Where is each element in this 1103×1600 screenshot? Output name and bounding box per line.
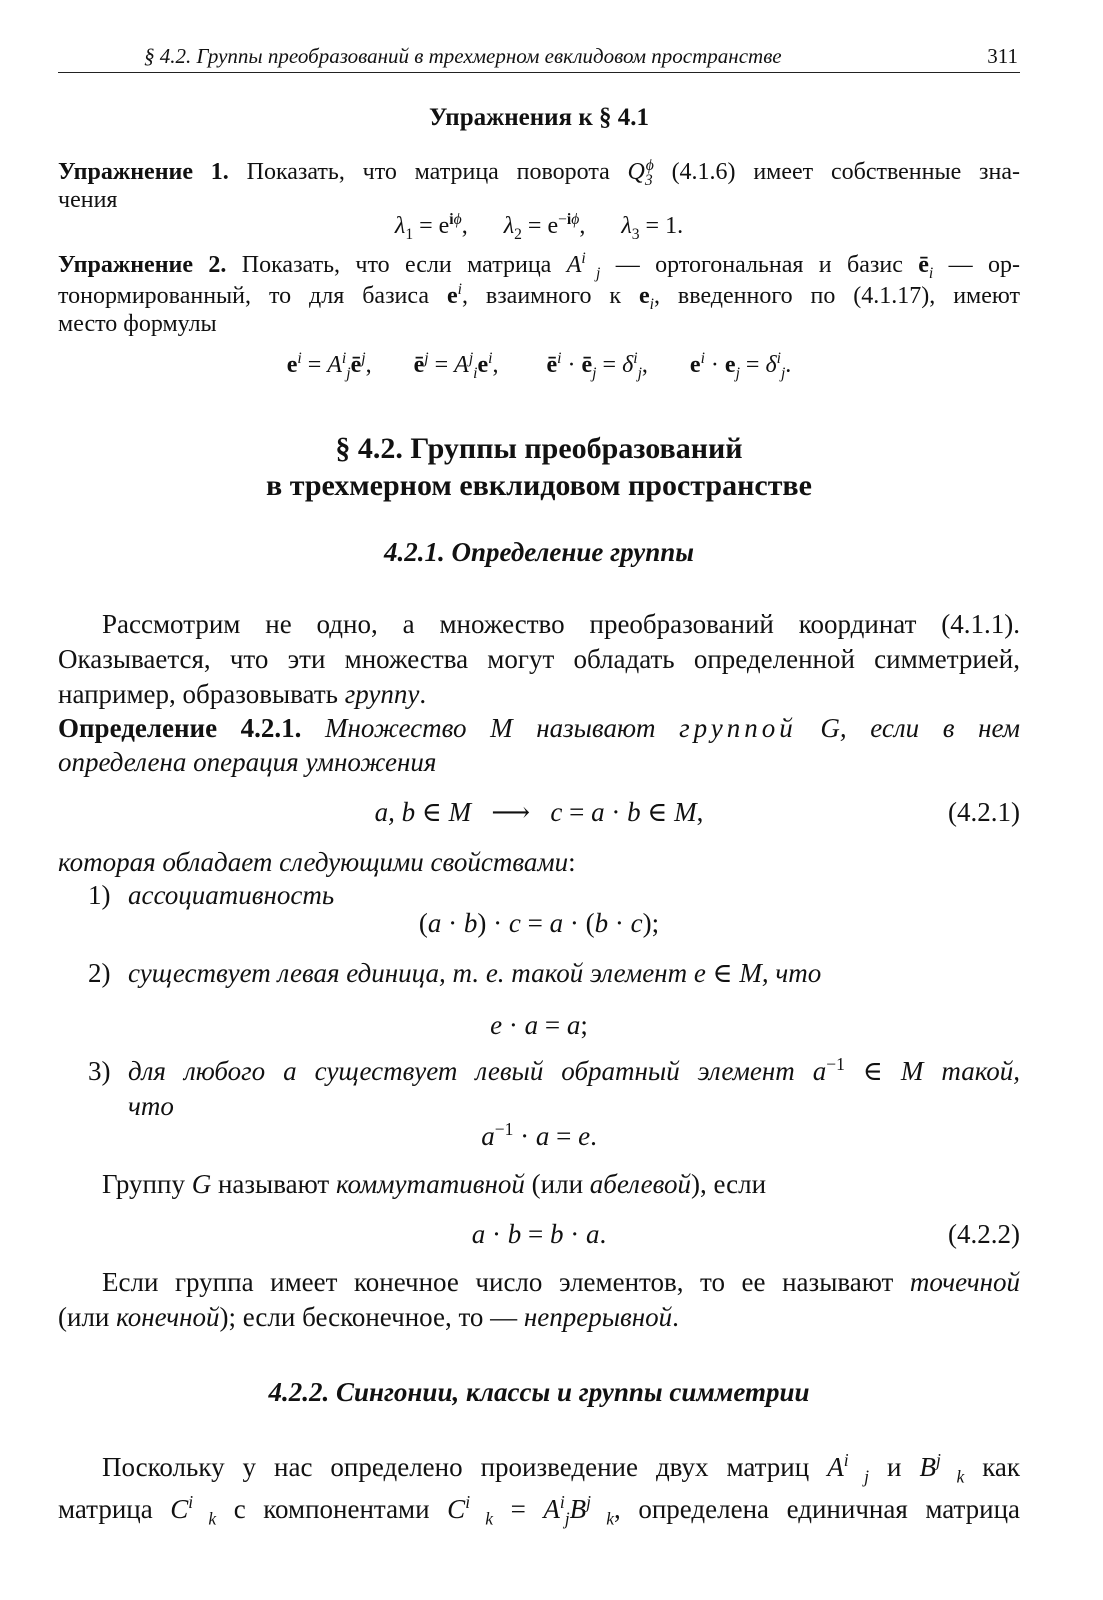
paragraph-1-line-1: Рассмотрим не одно, а множество преобразований координат (4.1.1).	[102, 609, 1020, 639]
paragraph-2-line-1: Поскольку у нас определено произведение двух матриц $A^i$ $_j$ и $B^j$ $_k$ как	[102, 1450, 1021, 1487]
definition-label: Определение 4.2.1.	[58, 713, 302, 743]
exercise-1-line-1: Упражнение 1. Показать, что матрица поворота $Q_3^\phi$ (4.1.6) имеет собственные зна-	[58, 157, 1021, 189]
page-number: 311	[987, 44, 1018, 68]
finite-line-1: Если группа имеет конечное число элементов, то ее называют точечной	[102, 1267, 1020, 1297]
exercise-2-line-1: Упражнение 2. Показать, что если матрица $A^i$ $_j$ — ортогональная и базис $ē_i$ — ор-	[58, 250, 1021, 282]
exercise-2-line-2: тонормированный, то для базиса $e^i$, взаимного к $e_i$, введенного по (4.1.17), имеют	[58, 281, 1021, 313]
definition-line-2: определена операция умножения	[58, 747, 437, 777]
paragraph-2-line-2: матрица $C^i$ $_k$ с компонентами $C^i$ $_k = A^i_jB^j$ $_k$, определена единичная матрица	[58, 1492, 1021, 1529]
paragraph-1-line-2: Оказывается, что эти множества могут обладать определенной симметрией,	[58, 644, 1020, 674]
exercises-heading: Упражнения к § 4.1	[429, 104, 649, 131]
equation-associativity: (a · b) · c = a · (b · c);	[418, 908, 660, 938]
running-title: § 4.2. Группы преобразований в трехмерном евклидовом пространстве	[144, 44, 782, 68]
exercise-2-line-3: место формулы	[58, 311, 217, 337]
paragraph-1-line-3: например, образовывать группу.	[58, 679, 427, 709]
equation-number-4-2-2: (4.2.2)	[948, 1219, 1020, 1249]
equation-left-inverse: $a^{-1} \cdot a = e$.	[481, 1119, 597, 1151]
exercise-2-label: Упражнение 2.	[58, 252, 227, 278]
equation-4-2-2: a · b = b · a. (4.2.2)	[471, 1219, 1020, 1249]
exercise-1-label: Упражнение 1.	[58, 159, 229, 185]
equation-number-4-2-1: (4.2.1)	[948, 797, 1020, 827]
equation-basis-formulas: $e^i$ = $A^i_jē^j$, $ē^j = A^j_ie^i$, $ē^i$ · $ē_j = \delta^i_j$, $e^i \cdot e_j = \delta^i_j$.	[286, 350, 792, 382]
section-title-line-1: § 4.2. Группы преобразований	[335, 432, 743, 465]
section-title-line-2: в трехмерном евклидовом пространстве	[266, 469, 812, 502]
equation-4-2-1: a, b ∈ M ⟶ c = a · b ∈ M, (4.2.1)	[374, 797, 1020, 827]
property-1: 1) ассоциативность	[88, 880, 335, 910]
exercise-1-line-2: чения	[58, 187, 118, 213]
subsection-title-4-2-2: 4.2.2. Сингонии, классы и группы симметрии	[268, 1377, 810, 1407]
property-3-line-2: что	[128, 1091, 174, 1121]
finite-line-2: (или конечной); если бесконечное, то — непрерывной.	[58, 1302, 679, 1332]
definition-line-1: Определение 4.2.1. Множество M называют группой G, если в нем	[58, 713, 1021, 743]
property-3: 3) для любого a существует левый обратный элемент $a^{-1}$ ∈ M такой,	[88, 1054, 1021, 1086]
document-page	[58, 0, 1020, 1600]
commutative-definition: Группу G называют коммутативной (или абелевой), если	[102, 1169, 767, 1199]
equation-eigenvalues: $\lambda_1 = e^{i\phi}$, $\lambda_2 = e^{-i\phi}$, $\lambda_3 = 1$.	[394, 211, 684, 243]
running-header	[58, 40, 1020, 73]
property-2: 2) существует левая единица, т. е. такой элемент e ∈ M, что	[88, 958, 822, 988]
equation-left-identity: e · a = a;	[490, 1010, 588, 1040]
subsection-title-4-2-1: 4.2.1. Определение группы	[384, 537, 694, 567]
properties-intro: которая обладает следующими свойствами:	[58, 847, 576, 877]
